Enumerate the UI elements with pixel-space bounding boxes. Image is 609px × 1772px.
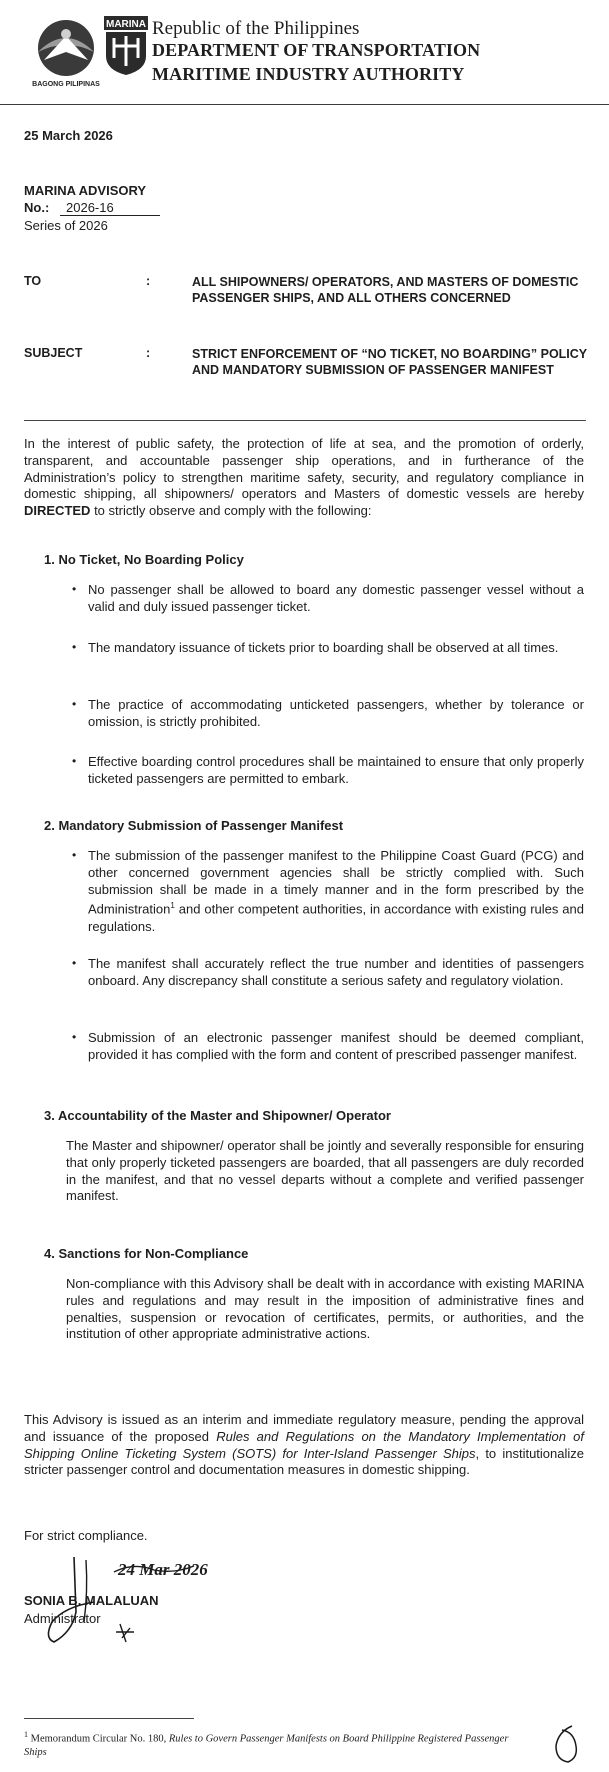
signatory-name: SONIA B. MALALUAN: [24, 1593, 159, 1608]
advisory-title: MARINA ADVISORY: [24, 183, 147, 198]
section-2-heading: 2. Mandatory Submission of Passenger Manifest: [44, 818, 344, 833]
section-3-heading: 3. Accountability of the Master and Shipowner/ Operator: [44, 1108, 391, 1123]
closing-paragraph: This Advisory is issued as an interim and immediate regulatory measure, pending the approval and issuance of the proposed Rules and Regulations on the Mandatory Implementation of Shipping Online Ticketing System (SOTS) for Inter-Island Passenger Ships, to institutionalize stricter passenger control and documentation measures in domestic shipping.: [24, 1412, 584, 1478]
section-divider: [24, 420, 586, 421]
section-1-bullet-4: • Effective boarding control procedures shall be maintained to ensure that only properly ticketed passengers are permitted to embark.: [72, 754, 584, 786]
header-department: DEPARTMENT OF TRANSPORTATION: [152, 40, 481, 60]
header-republic: Republic of the Philippines: [152, 18, 360, 39]
section-2-bullet-1: • The submission of the passenger manifest to the Philippine Coast Guard (PCG) and other concerned government agencies shall be strictly complied with. Such submission shall be made in a timely manner and in the form prescribed by the Administration$^1$ and other competent authorities, in accordance with existing rules and regulations.: [72, 848, 584, 934]
section-4-heading: 4. Sanctions for Non-Compliance: [44, 1246, 249, 1261]
bullet-icon: •: [72, 697, 77, 711]
advisory-number: 2026-16: [60, 200, 160, 216]
initial-mark: [548, 1722, 584, 1766]
bagong-pilipinas-logo: [30, 16, 102, 90]
section-1-bullet-2: • The mandatory issuance of tickets prior to boarding shall be observed at all times.: [72, 640, 559, 655]
logo-bagong-text: BAGONG PILIPINAS: [32, 81, 100, 88]
bullet-icon: •: [72, 582, 77, 596]
signatory-title: Administrator: [24, 1611, 101, 1626]
to-colon: :: [146, 274, 151, 288]
strict-compliance: For strict compliance.: [24, 1528, 148, 1543]
logo-marina-text: MARINA: [106, 19, 146, 30]
section-1-heading: 1. No Ticket, No Boarding Policy: [44, 552, 244, 567]
bullet-icon: •: [72, 1030, 77, 1044]
subject-text: STRICT ENFORCEMENT OF “NO TICKET, NO BOARDING” POLICY AND MANDATORY SUBMISSION OF PASSENGER MANIFEST: [192, 347, 587, 377]
section-1-bullet-3: • The practice of accommodating unticketed passengers, whether by tolerance or omission, is strictly prohibited.: [72, 697, 584, 729]
section-2-bullet-2: • The manifest shall accurately reflect the true number and identities of passengers onboard. Any discrepancy shall constitute a serious safety and regulatory violation.: [72, 956, 584, 988]
section-4-body: Non-compliance with this Advisory shall be dealt with in accordance with existing MARINA rules and regulations and may result in the imposition of administrative fines and penalties, suspension or revocation of certificates, permits, or authorities, and the institution of other appropriate administrative actions.: [66, 1276, 584, 1342]
document-date: 25 March 2026: [24, 128, 113, 143]
advisory-series: Series of 2026: [24, 218, 108, 233]
handwritten-date: 24 Mar 2026: [118, 1560, 208, 1579]
subject-colon: :: [146, 346, 151, 360]
subject-label: SUBJECT: [24, 346, 83, 360]
to-recipients: ALL SHIPOWNERS/ OPERATORS, AND MASTERS OF DOMESTIC PASSENGER SHIPS, AND ALL OTHERS CONCERNED: [192, 275, 579, 305]
bullet-icon: •: [72, 640, 77, 654]
header-agency: MARITIME INDUSTRY AUTHORITY: [152, 64, 465, 84]
marina-logo: [104, 16, 148, 76]
intro-paragraph: In the interest of public safety, the protection of life at sea, and the promotion of orderly, transparent, and accountable passenger ship operations, and in furtherance of the Administration’s policy to strengthen maritime safety, security, and regulatory compliance in domestic shipping, all shipowners/ operators and Masters of domestic vessels are hereby DIRECTED to strictly observe and comply with the following:: [24, 436, 584, 519]
footnote: $^1$ Memorandum Circular No. 180, Rules to Govern Passenger Manifests on Board Philippine Registered Passenger Ships: [24, 1730, 509, 1758]
bullet-icon: •: [72, 754, 77, 768]
bullet-icon: •: [72, 848, 77, 862]
section-1-bullet-1: • No passenger shall be allowed to board any domestic passenger vessel without a valid and duly issued passenger ticket.: [72, 582, 584, 614]
advisory-number-label: No.:: [24, 200, 50, 215]
to-label: TO: [24, 274, 42, 288]
section-3-body: The Master and shipowner/ operator shall be jointly and severally responsible for ensuring that only properly ticketed passengers are boarded, that all passengers are duly recorded in the manifest, and that no vessel departs without a complete and verified passenger manifest.: [66, 1138, 584, 1204]
bullet-icon: •: [72, 956, 77, 970]
footnote-divider: [24, 1718, 194, 1719]
header-divider: [0, 104, 609, 105]
section-2-bullet-3: • Submission of an electronic passenger manifest should be deemed compliant, provided it has complied with the form and content of prescribed passenger manifest.: [72, 1030, 584, 1062]
